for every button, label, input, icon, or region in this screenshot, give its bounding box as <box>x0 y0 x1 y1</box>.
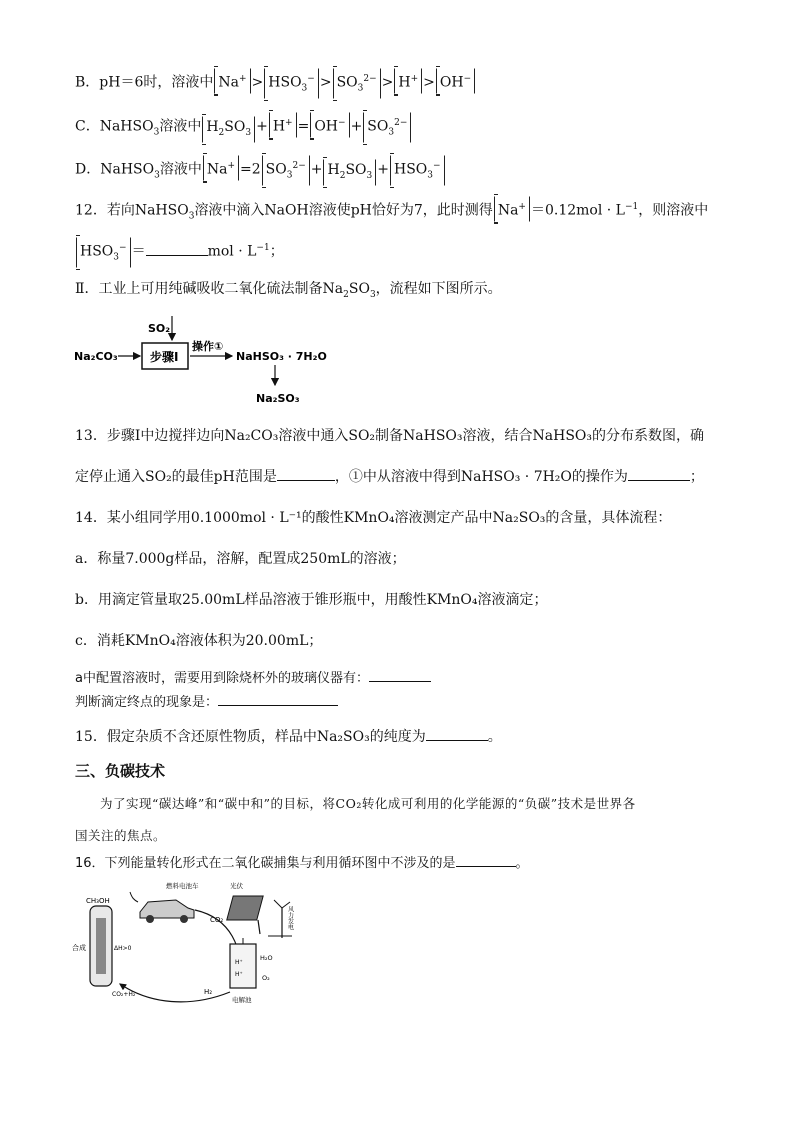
dh-label: ΔH>0 <box>114 945 132 952</box>
section-2-intro: Ⅱ．工业上可用纯碱吸收二氧化硫法制备$Na_2SO_3$，流程如下图所示。 <box>75 281 502 300</box>
operation-label: 操作① <box>192 340 224 353</box>
wind-label: 风力发电 <box>286 906 294 930</box>
answer-blank[interactable] <box>146 241 208 256</box>
so2-label: SO₂ <box>148 322 171 335</box>
electrolysis-label: 电解池 <box>232 996 252 1004</box>
question-13: 13．步骤Ⅰ中边搅拌边向Na₂CO₃溶液中通入SO₂制备NaHSO₃溶液，结合NaHSO₃的分布系数图，确 <box>75 428 705 444</box>
synthesis-label: 合成 <box>72 944 86 952</box>
question-14-b: b．用滴定管量取25.00mL样品溶液于锥形瓶中，用酸性KMnO₄溶液滴定； <box>75 592 548 608</box>
section-3-intro-2: 国关注的焦点。 <box>75 828 167 843</box>
na2co3-label: Na₂CO₃ <box>74 350 118 363</box>
final-product-label: Na₂SO₃ <box>256 392 300 405</box>
solar-label: 光伏 <box>230 882 243 890</box>
operation-blank[interactable] <box>628 466 690 481</box>
product-label: NaHSO₃ · 7H₂O <box>236 350 327 363</box>
ch3oh-label: CH₃OH <box>86 897 110 905</box>
glassware-blank[interactable] <box>369 667 431 682</box>
co2-cycle-diagram <box>70 878 310 1008</box>
ph-range-blank[interactable] <box>277 466 335 481</box>
h2o-label: H₂O <box>260 954 273 962</box>
electrolysis-cell-icon <box>230 944 256 988</box>
solar-panel-icon <box>227 896 263 920</box>
section-3-title: 三、负碳技术 <box>75 762 166 780</box>
question-14-d: a中配置溶液时，需要用到除烧杯外的玻璃仪器有： <box>75 667 431 689</box>
question-16: 16．下列能量转化形式在二氧化碳捕集与利用循环图中不涉及的是 。 <box>75 852 529 874</box>
co2-h2-label: CO₂+H₂ <box>112 991 136 998</box>
question-14-c: c．消耗KMnO₄溶液体积为20.00mL； <box>75 633 323 649</box>
co2-label: CO₂ <box>210 916 224 924</box>
o2-label: O₂ <box>262 974 270 982</box>
option-d: D．NaHSO$_3$溶液中 Na+ =2 $SO_3^{2-} + H_2SO_3 + HSO_3^-$ <box>75 155 446 186</box>
question-14-e: 判断滴定终点的现象是： <box>75 691 338 713</box>
question-14: 14．某小组同学用0.1000mol · L⁻¹的酸性KMnO₄溶液测定产品中Na₂SO₃的含量，具体流程： <box>75 510 672 526</box>
question-15: 15．假定杂质不含还原性物质，样品中Na₂SO₃的纯度为 。 <box>75 726 502 747</box>
h2-label: H₂ <box>204 988 213 996</box>
section-3-intro-1: 为了实现“碳达峰”和“碳中和”的目标，将CO₂转化成可利用的化学能源的“负碳”技术是世界各 <box>100 796 636 811</box>
energy-blank[interactable] <box>456 852 516 867</box>
question-12: 12．若向NaHSO$_3$溶液中滴入NaOH溶液使pH恰好为7，此时测得 $Na^+ =0.12mol \cdot L^{-1}$，则溶液中 <box>75 196 708 226</box>
option-b: B．pH＝6时，溶液中 $Na^+ > HSO_3^- > SO_3^{2-} > H^+ > OH^-$ <box>75 68 476 99</box>
step-label: 步骤I <box>150 350 179 364</box>
question-14-a: a．称量7.000g样品，溶解，配置成250mL的溶液； <box>75 551 406 567</box>
h-plus-2: H⁺ <box>235 971 243 978</box>
question-12-cont: $HSO_3^-$ ＝ mol · $L^{-1}$； <box>75 237 284 268</box>
process-flow-diagram <box>70 312 330 408</box>
option-c: C．NaHSO$_3$溶液中 $H_2SO_3 + H^+ = OH^- + SO_3^{2-}$ <box>75 112 412 143</box>
question-13-cont: 定停止通入SO₂的最佳pH范围是 ，①中从溶液中得到NaHSO₃ · 7H₂O的操作为 ； <box>75 466 704 487</box>
car-icon <box>140 900 194 918</box>
h-plus-1: H⁺ <box>235 959 243 966</box>
endpoint-blank[interactable] <box>218 691 338 706</box>
fuel-cell-car-label: 燃料电池车 <box>166 882 199 890</box>
purity-blank[interactable] <box>426 726 488 741</box>
